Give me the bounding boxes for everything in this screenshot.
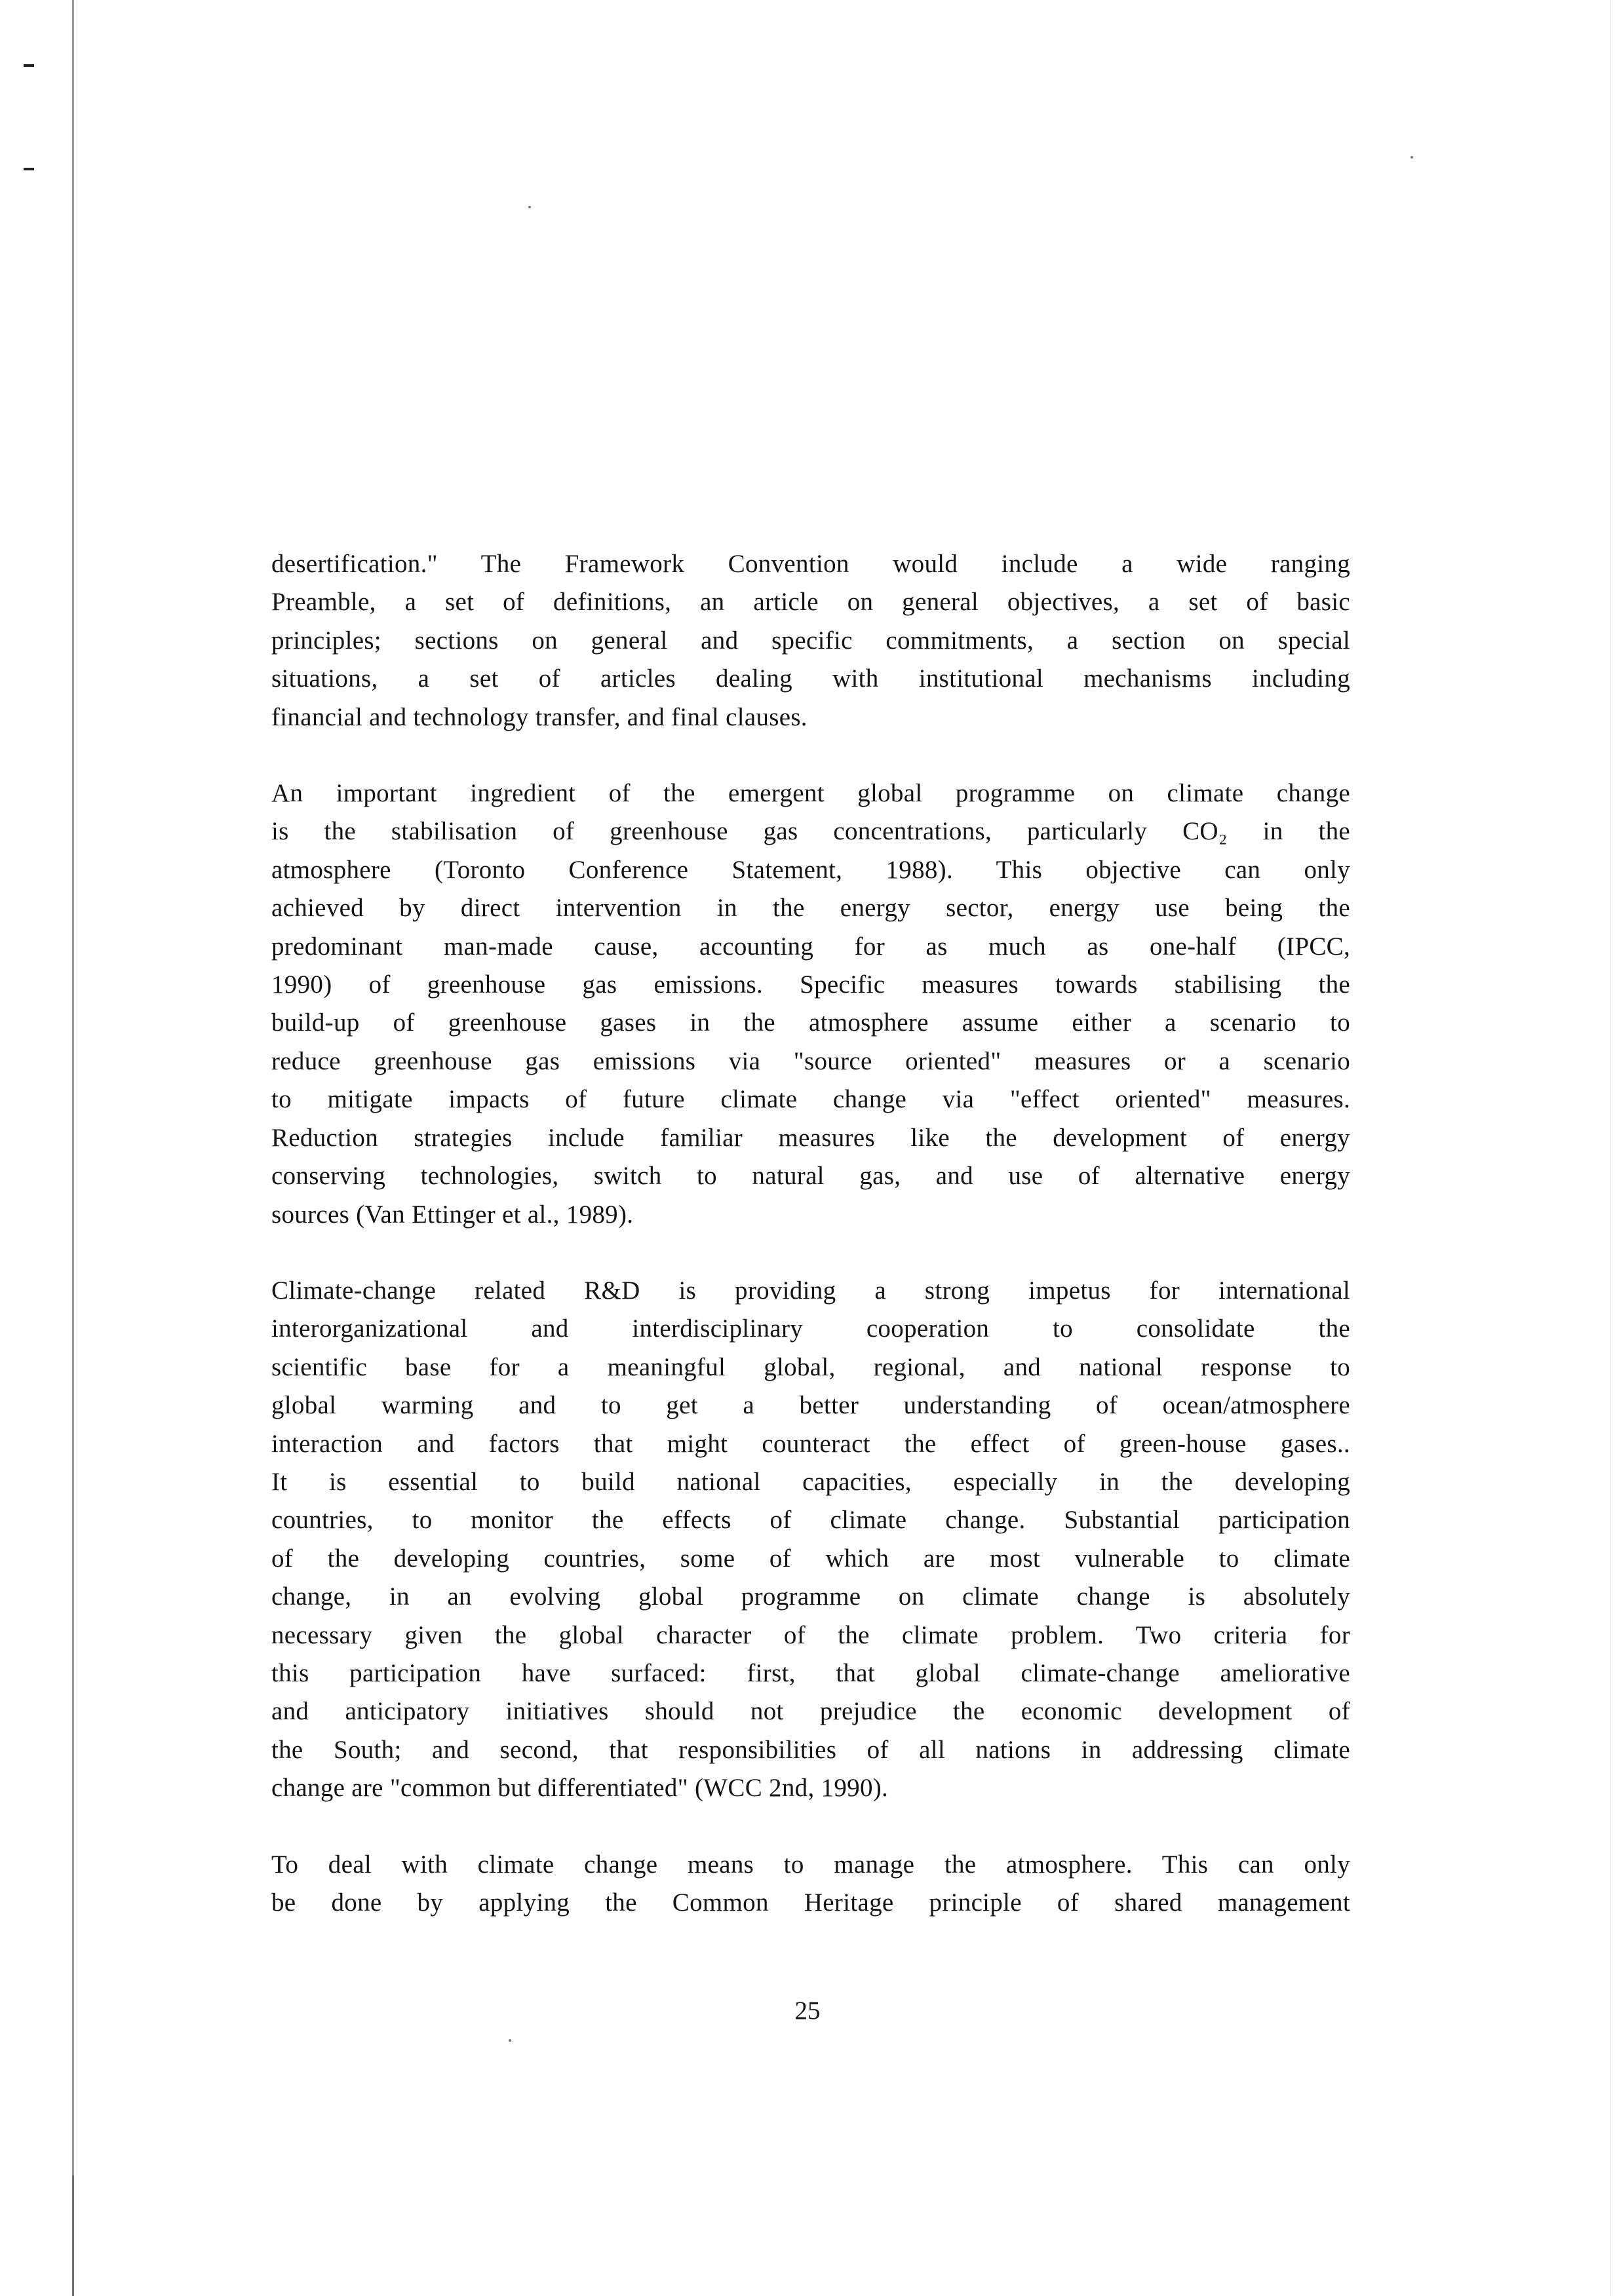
text-line: predominant man-made cause, accounting for as much as one-half (IPCC, <box>271 932 1350 961</box>
text-line: 1990) of greenhouse gas emissions. Specific measures towards stabilising the <box>271 970 1350 999</box>
text-line: Preamble, a set of definitions, an article on general objectives, a set of basic <box>271 588 1350 617</box>
text-line: reduce greenhouse gas emissions via "source oriented" measures or a scenario <box>271 1046 1350 1075</box>
text-line: interaction and factors that might counteract the effect of green-house gases.. <box>271 1429 1350 1458</box>
scan-speck <box>528 206 531 208</box>
text-line: achieved by direct intervention in the energy sector, energy use being the <box>271 894 1350 923</box>
paragraph-2 <box>271 775 1350 1234</box>
scan-speck <box>1411 156 1413 159</box>
text-line: conserving technologies, switch to natural gas, and use of alternative energy <box>271 1162 1350 1191</box>
text-line: the South; and second, that responsibilities of all nations in addressing climate <box>271 1735 1350 1764</box>
text-line: desertification." The Framework Convention would include a wide ranging <box>271 550 1350 578</box>
text-line: and anticipatory initiatives should not prejudice the economic development of <box>271 1697 1350 1726</box>
text-line: principles; sections on general and specific commitments, a section on special <box>271 626 1350 655</box>
body-text <box>271 545 1350 1960</box>
edge-mark-lower <box>24 168 34 170</box>
text-line: Climate-change related R&D is providing a strong impetus for international <box>271 1276 1350 1305</box>
text-line: sources (Van Ettinger et al., 1989). <box>271 1200 634 1229</box>
text-line: build-up of greenhouse gases in the atmosphere assume either a scenario to <box>271 1008 1350 1037</box>
edge-mark-upper <box>24 64 34 67</box>
text-line: Reduction strategies include familiar measures like the development of energy <box>271 1123 1350 1152</box>
text-line: countries, to monitor the effects of climate change. Substantial participation <box>271 1506 1350 1535</box>
text-line: be done by applying the Common Heritage principle of shared management <box>271 1888 1350 1917</box>
text-line: It is essential to build national capacities, especially in the developing <box>271 1467 1350 1496</box>
text-line: is the stabilisation of greenhouse gas concentrations, particularly CO₂ in the <box>271 817 1350 846</box>
text-line: of the developing countries, some of which are most vulnerable to climate <box>271 1544 1350 1573</box>
text-line: financial and technology transfer, and final clauses. <box>271 702 808 731</box>
page-number: 25 <box>794 1997 821 2025</box>
text-line: situations, a set of articles dealing with institutional mechanisms including <box>271 664 1350 693</box>
text-line: atmosphere (Toronto Conference Statement, 1988). This objective can only <box>271 855 1350 884</box>
text-line: To deal with climate change means to manage the atmosphere. This can only <box>271 1850 1350 1879</box>
text-line: scientific base for a meaningful global, regional, and national response to <box>271 1352 1350 1381</box>
text-line: change are "common but differentiated" (WCC 2nd, 1990). <box>271 1774 889 1803</box>
text-line: this participation have surfaced: first, that global climate-change ameliorative <box>271 1658 1350 1687</box>
paragraph-3 <box>271 1272 1350 1808</box>
text-line: to mitigate impacts of future climate change via "effect oriented" measures. <box>271 1085 1350 1114</box>
text-line: global warming and to get a better understanding of ocean/atmosphere <box>271 1391 1350 1420</box>
scan-speck <box>509 2039 511 2042</box>
binding-line-lower <box>72 2175 74 2296</box>
text-line: interorganizational and interdisciplinary cooperation to consolidate the <box>271 1314 1350 1343</box>
text-line: change, in an evolving global programme on climate change is absolutely <box>271 1582 1350 1611</box>
page-right-edge <box>1610 0 1611 2296</box>
paragraph-4 <box>271 1846 1350 1923</box>
paragraph-1 <box>271 545 1350 737</box>
text-line: necessary given the global character of the climate problem. Two criteria for <box>271 1620 1350 1649</box>
text-line: An important ingredient of the emergent global programme on climate change <box>271 779 1350 808</box>
binding-line <box>72 0 74 2296</box>
